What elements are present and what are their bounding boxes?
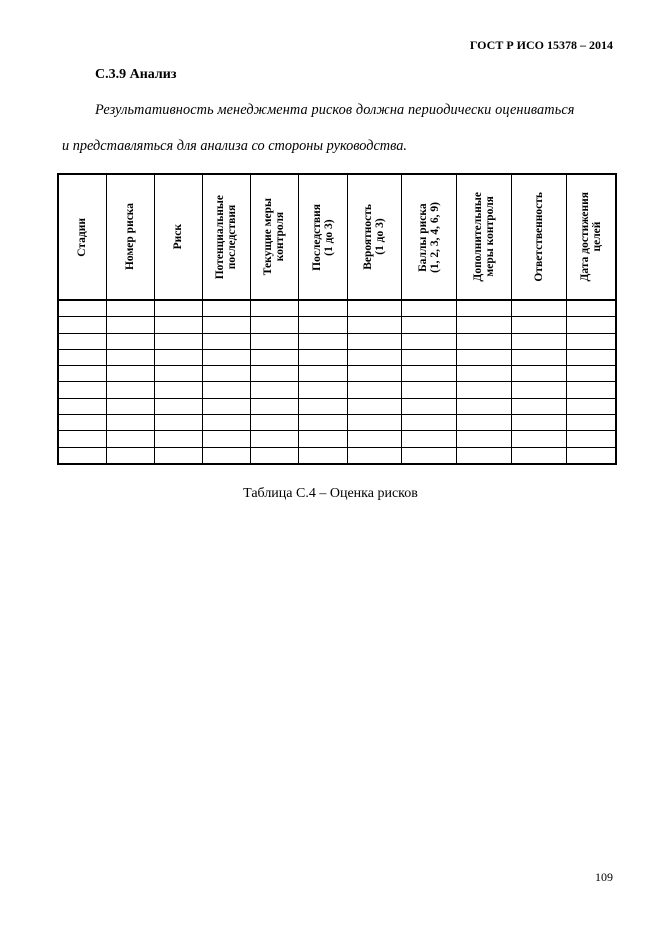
table-cell — [401, 300, 456, 317]
table-cell — [456, 398, 511, 414]
table-cell — [154, 398, 202, 414]
table-cell — [456, 382, 511, 398]
table-cell — [347, 366, 401, 382]
column-header-label: Риск — [172, 224, 184, 250]
table-cell — [456, 447, 511, 464]
table-cell — [566, 415, 616, 431]
table-header-row — [58, 174, 616, 300]
table-cell — [106, 317, 154, 333]
table-cell — [401, 398, 456, 414]
table-cell — [58, 382, 106, 398]
table-cell — [347, 382, 401, 398]
column-header — [456, 174, 511, 300]
table-cell — [298, 382, 347, 398]
column-header — [566, 174, 616, 300]
column-header — [347, 174, 401, 300]
table-cell — [401, 366, 456, 382]
column-header-label: Стадии — [76, 217, 89, 257]
table-cell — [202, 398, 250, 414]
table-cell — [250, 366, 298, 382]
table-cell — [202, 317, 250, 333]
table-cell — [401, 333, 456, 349]
table-cell — [106, 333, 154, 349]
table-cell — [401, 317, 456, 333]
column-header-label: Вероятность (1 до 3) — [362, 204, 386, 270]
table-row — [58, 447, 616, 464]
table-cell — [456, 431, 511, 447]
table-cell — [511, 447, 566, 464]
table-row — [58, 366, 616, 382]
table-cell — [202, 382, 250, 398]
column-header-label: Баллы риска (1, 2, 3, 4, 6, 9) — [416, 201, 441, 273]
column-header-label: Номер риска — [124, 203, 136, 271]
table-row — [58, 398, 616, 414]
table-cell — [298, 349, 347, 365]
table-cell — [154, 333, 202, 349]
table-cell — [202, 447, 250, 464]
table-cell — [58, 398, 106, 414]
table-cell — [58, 431, 106, 447]
table-cell — [154, 349, 202, 365]
table-cell — [511, 333, 566, 349]
table-cell — [511, 398, 566, 414]
table-cell — [250, 300, 298, 317]
table-cell — [511, 349, 566, 365]
table-cell — [347, 398, 401, 414]
table-cell — [566, 349, 616, 365]
table-cell — [566, 366, 616, 382]
table-row — [58, 431, 616, 447]
table-cell — [106, 382, 154, 398]
table-cell — [347, 317, 401, 333]
table-cell — [106, 366, 154, 382]
table-cell — [456, 415, 511, 431]
column-header-label: Дополнительные меры контроля — [471, 192, 496, 282]
table-cell — [202, 415, 250, 431]
table-caption: Таблица С.4 – Оценка рисков — [243, 486, 418, 501]
column-header — [106, 174, 154, 300]
table-cell — [250, 431, 298, 447]
table-cell — [58, 366, 106, 382]
table-cell — [401, 382, 456, 398]
table-cell — [250, 382, 298, 398]
table-cell — [511, 317, 566, 333]
table-cell — [511, 366, 566, 382]
column-header-label: Дата достижения целей — [578, 192, 603, 282]
table-cell — [347, 415, 401, 431]
table-cell — [511, 300, 566, 317]
table-cell — [250, 333, 298, 349]
table-cell — [202, 349, 250, 365]
table-cell — [250, 447, 298, 464]
table-cell — [401, 431, 456, 447]
table-cell — [154, 366, 202, 382]
risk-assessment-table — [57, 173, 617, 465]
column-header — [202, 174, 250, 300]
table-body — [58, 300, 616, 464]
table-cell — [456, 317, 511, 333]
table-row — [58, 415, 616, 431]
table-row — [58, 300, 616, 317]
table-cell — [154, 447, 202, 464]
table-cell — [298, 300, 347, 317]
table-cell — [456, 300, 511, 317]
table-cell — [250, 415, 298, 431]
table-cell — [511, 431, 566, 447]
table-cell — [298, 398, 347, 414]
table-cell — [154, 382, 202, 398]
table-cell — [58, 333, 106, 349]
table-cell — [511, 415, 566, 431]
table-row — [58, 333, 616, 349]
table-cell — [106, 349, 154, 365]
table-cell — [566, 300, 616, 317]
table-cell — [250, 398, 298, 414]
column-header — [298, 174, 347, 300]
paragraph-line-2: и представляться для анализа со стороны руководства. — [62, 138, 407, 154]
table-cell — [566, 333, 616, 349]
table-cell — [58, 447, 106, 464]
table-cell — [154, 317, 202, 333]
column-header — [511, 174, 566, 300]
table-cell — [298, 333, 347, 349]
column-header-label: Последствия (1 до 3) — [310, 203, 335, 271]
table-row — [58, 349, 616, 365]
table-cell — [298, 447, 347, 464]
section-title: С.3.9 Анализ — [95, 67, 177, 82]
paragraph-line-1: Результативность менеджмента рисков должна периодически оцениваться — [95, 102, 575, 118]
table-cell — [566, 317, 616, 333]
table-cell — [298, 317, 347, 333]
table-cell — [566, 431, 616, 447]
table-cell — [154, 300, 202, 317]
table-cell — [401, 349, 456, 365]
table-cell — [566, 382, 616, 398]
table-cell — [347, 333, 401, 349]
table-cell — [58, 349, 106, 365]
table-cell — [154, 431, 202, 447]
column-header — [58, 174, 106, 300]
table-cell — [456, 366, 511, 382]
table-cell — [202, 300, 250, 317]
column-header-label: Ответственность — [532, 192, 545, 282]
column-header-label: Текущие меры контроля — [262, 198, 286, 276]
table-cell — [250, 349, 298, 365]
table-cell — [456, 349, 511, 365]
table-cell — [401, 415, 456, 431]
table-cell — [347, 300, 401, 317]
table-cell — [298, 415, 347, 431]
table-cell — [202, 431, 250, 447]
table-cell — [456, 333, 511, 349]
table-cell — [58, 300, 106, 317]
table-cell — [106, 447, 154, 464]
table-cell — [298, 366, 347, 382]
table-cell — [202, 333, 250, 349]
table-cell — [202, 366, 250, 382]
document-header: ГОСТ Р ИСО 15378 – 2014 — [469, 38, 613, 52]
column-header — [250, 174, 298, 300]
table-row — [58, 317, 616, 333]
table-cell — [250, 317, 298, 333]
table-cell — [347, 447, 401, 464]
column-header-label: Потенциальные последствия — [214, 194, 238, 280]
table-cell — [58, 415, 106, 431]
page-number: 109 — [595, 870, 613, 884]
table-cell — [298, 431, 347, 447]
table-cell — [106, 300, 154, 317]
table-cell — [566, 398, 616, 414]
table-cell — [347, 349, 401, 365]
table-cell — [106, 398, 154, 414]
table-row — [58, 382, 616, 398]
table-cell — [106, 431, 154, 447]
table-cell — [566, 447, 616, 464]
table-cell — [347, 431, 401, 447]
table-cell — [58, 317, 106, 333]
table-cell — [106, 415, 154, 431]
column-header — [401, 174, 456, 300]
table-cell — [154, 415, 202, 431]
table-cell — [401, 447, 456, 464]
table-cell — [511, 382, 566, 398]
column-header — [154, 174, 202, 300]
